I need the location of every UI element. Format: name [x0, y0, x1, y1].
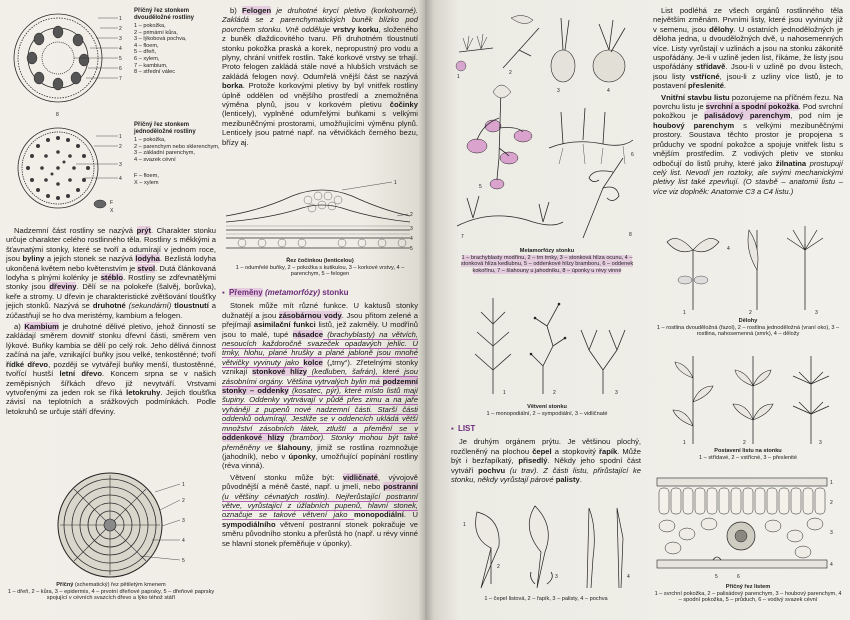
- text-run: Nadzemní část rostliny se nazývá: [14, 226, 137, 235]
- leaf-cross-section-caption: [653, 584, 843, 604]
- term-vrstvy-korku: vrstvy korku: [332, 24, 379, 34]
- svg-text:5: 5: [410, 246, 413, 252]
- svg-text:3: 3: [182, 518, 185, 524]
- dicot-legend-item: 5 – dřeň,: [134, 49, 157, 56]
- term-zasobarna-vody: zásobárnou vody: [278, 310, 342, 320]
- svg-text:4: 4: [727, 246, 730, 252]
- paragraph-kambium: [6, 322, 216, 416]
- leaf-intro-text: [451, 424, 641, 486]
- term-asimilacni-funkce: asimilační funkci: [253, 320, 316, 330]
- text-run: listů, jež zakrněly. U modřínů jsou to malé, tupé: [222, 320, 418, 339]
- term-zilnatina: žilnatina: [775, 158, 807, 168]
- term-postranni: postranní: [383, 482, 418, 492]
- text-run: a jejich stonek se nazývá: [44, 254, 136, 264]
- term-uponky: úponky: [288, 451, 316, 461]
- svg-text:1: 1: [683, 440, 686, 446]
- dicot-legend: [134, 8, 220, 76]
- svg-text:5: 5: [715, 574, 718, 580]
- monocot-legend-item: 2 – parenchym nebo sklerenchym,: [134, 143, 220, 150]
- term-palisty: palisty: [555, 475, 580, 485]
- term-ridke-drevo: řídké dřevo: [6, 359, 49, 369]
- caption-items: 1 – monopodiální, 2 – sympodiální, 3 – vidličnaté: [486, 410, 608, 417]
- dicot-legend-item: 6 – xylem,: [134, 55, 160, 62]
- stem-branching-figure: [463, 290, 633, 400]
- term-kambium: Kambium: [24, 322, 59, 332]
- paragraph-metamorphoses: [222, 301, 418, 470]
- paragraph-leaf-arrangement: [653, 6, 843, 91]
- svg-text:4: 4: [627, 574, 630, 580]
- caption-items: 1 – čepel listová, 2 – řapík, 3 – palisty, 4 – pochva: [484, 596, 608, 602]
- svg-text:3: 3: [555, 574, 558, 580]
- svg-text:2: 2: [497, 564, 500, 570]
- text-run: prostupují celý list. Nevodí jen roztoky, ale svými mechanickými pletivy list také zpevňují. (O stavbě – anatomii listu – více viz doplněk: Anatomie C3 a C4 listu.): [653, 158, 843, 196]
- left-column-2b-text: [222, 288, 418, 550]
- term-dreviny: dřeviny: [49, 282, 77, 292]
- caption-items: 1 – brachyblasty modřínu, 2 – trn trnky, 3 – stonková hlíza ocunu, 4 – stonková hlíza kedlubnu, 5 – oddenkové hlízy bramboru, 6 – oddenek kokořínu, 7 – šlahouny u jahodníku, 8 – úponky u révy vinné: [460, 254, 634, 274]
- text-run: („trny“). Zřetelnými stonky vznikají: [222, 357, 419, 377]
- svg-text:1: 1: [683, 310, 686, 316]
- section-heading-premeny: [222, 288, 418, 297]
- svg-text:3: 3: [615, 390, 618, 396]
- svg-text:7: 7: [119, 76, 122, 82]
- svg-text:4: 4: [119, 46, 122, 52]
- monocot-legend-title: Příčný řez stonkem jednoděložné rostliny: [134, 122, 196, 135]
- dicot-legend-title: Příčný řez stonkem dvouděložné rostliny: [134, 8, 195, 21]
- text-run: , pod ním je: [790, 111, 843, 121]
- text-run: (brambor). Stonky mohou být také přeměněny ve: [222, 433, 418, 452]
- text-run: , jimiž se rostlina rozmnožuje (jahodník), nebo v: [222, 442, 419, 461]
- text-run: . U ostatních jednoděložných je děloha jedna, u dvouděložných dvě, u nahosemenných více. Listy vyrůstají v uzlinách a jsou na stonku zákonitě uspořádány. Je-li v uzlině jeden list, říkáme, že listy jsou uspořádány: [653, 24, 843, 72]
- svg-text:2: 2: [119, 144, 122, 150]
- svg-text:4: 4: [182, 538, 185, 544]
- term-stvol: stvol: [137, 263, 156, 273]
- svg-text:8: 8: [629, 232, 632, 238]
- term-borka: borka: [222, 81, 243, 91]
- text-run: je druhotné krycí pletivo (korkotvorné). Zakládá se z parenchymatických buněk blízko pod povrchem stonku. Vně odděluje: [222, 6, 418, 34]
- monocot-legend-item: 4 – svazek cévní: [134, 156, 176, 163]
- dicot-stem-section-figure: [6, 6, 126, 122]
- dicot-legend-item: 4 – floem,: [134, 42, 159, 49]
- text-run: Větvení stonku může být:: [230, 472, 343, 482]
- term-letni-drevo: letní dřevo: [59, 369, 102, 379]
- svg-text:5: 5: [182, 558, 185, 564]
- term-kolce: kolce: [303, 357, 323, 367]
- text-run: (brachyblasty) na větvích, nesoucích každoročně svazeček opadavých jehlic. U trnky, hlohu, plané hrušky a plané jabloně jsou mnohé větvičky vyvinuty jako: [222, 329, 418, 367]
- trunk-figure-caption: [6, 582, 216, 602]
- svg-text:4: 4: [607, 88, 610, 94]
- term-cocinky: čočinky: [389, 100, 418, 110]
- term-vidlicnate: vidličnaté: [342, 472, 378, 482]
- stem-metamorphoses-figure: [453, 8, 639, 244]
- leaf-arrangement-caption: [653, 448, 843, 461]
- term-lodyha: lodyha: [135, 254, 160, 264]
- right-page: [425, 0, 850, 620]
- caption-text: (schematický) řez pětiletým kmenem: [73, 582, 166, 588]
- dicot-legend-item: 3 – lýkobová pochva,: [134, 36, 187, 43]
- term-oddenkove-hlizy: oddenkové hlízy: [222, 433, 285, 443]
- svg-text:1: 1: [463, 522, 466, 528]
- cotyledons-caption: [653, 318, 843, 338]
- dicot-legend-item: 7 – kambium,: [134, 62, 168, 69]
- svg-text:X: X: [110, 208, 114, 214]
- term-pokozka: svrchní a spodní pokožka: [705, 102, 799, 112]
- text-run: . Protože korkovými pletivy by byl vnitřek rostliny úplně oddělen od vnějšího prostředí a znemožněna výměna plynů, jsou v korkovém pletivu: [222, 81, 418, 110]
- svg-text:3: 3: [119, 162, 122, 168]
- caption-bold: Příčný: [56, 582, 74, 588]
- caption-items: 1 – odumřelé buňky, 2 – pokožka s kutikulou, 3 – korkové vrstvy, 4 – parenchym, 5 – felogen: [235, 264, 405, 278]
- text-run: List podléhá ze všech orgánů rostlinného těla největším změnám. Prvními listy, které jsou vyvinuty již v semenu, jsou: [653, 6, 843, 34]
- svg-text:F: F: [110, 200, 114, 206]
- paragraph-branching: [222, 473, 418, 548]
- dicot-legend-item: 2 – primární kůra,: [134, 29, 178, 36]
- term-vnitrni-stavba: Vnitřní stavbu listu: [661, 92, 730, 102]
- leaf-arrangement-figure: [653, 350, 843, 446]
- heading-part: stonku: [322, 288, 349, 297]
- text-run: . Charakter stonku určuje charakter celého rostlinného těla. Rostliny s měkkými a šťavnatými stonky, které se tvoří a odumírají v jednom roce, jsou: [6, 226, 216, 264]
- text-run: .: [579, 475, 582, 485]
- leaf-cross-section-figure: [653, 474, 843, 582]
- svg-text:5: 5: [119, 56, 122, 62]
- term-nasadce: násadce: [292, 329, 323, 339]
- text-run: . Pod svrchní pokožkou je: [653, 102, 843, 121]
- monocot-legend-item: 3 – základní parenchym,: [134, 150, 195, 157]
- heading-part: Přeměny: [228, 288, 263, 297]
- term-steblo: stéblo: [100, 273, 124, 283]
- svg-text:2: 2: [749, 310, 752, 316]
- text-run: , vývojově původnější a méně časté, např. u jmelí, nebo: [222, 472, 419, 492]
- term-druhotne: druhotné: [92, 301, 126, 311]
- term-tloustnuti: tloustnutí: [174, 301, 209, 311]
- text-run: (u trav). Z části listu, přirůstající ke stonku, někdy vyrůstají párové: [451, 465, 641, 485]
- term-rapik: řapík: [599, 446, 618, 456]
- text-run: a stopkovitý: [551, 446, 600, 456]
- text-run: , jsou-li z uzliny více listů, je to postavení: [653, 71, 843, 91]
- text-run: . Jsou-li v uzlině po dvou listech, jsou listy: [653, 62, 843, 81]
- section-heading-list: [451, 424, 641, 433]
- dicot-legend-item: 1 – pokožka,: [134, 23, 166, 29]
- paragraph-felogen: [222, 6, 418, 147]
- term-cepel: čepel: [532, 446, 552, 456]
- text-run: . Bezlistá lodyha ukončená květem nebo květenstvím je: [6, 254, 216, 273]
- svg-text:1: 1: [503, 390, 506, 396]
- caption-items: 1 – rostlina dvouděložná (fazol), 2 – rostlina jednoděložná (vraní oko), 3 – rostlina, nahosemenná (smrk), 4 – děložy: [656, 324, 840, 338]
- text-run: (u většiny cévnatých rostlin). Nejřerůstající postranní větve, vyrůstající z úžlabních pupenů, hlavní stonek, označuje se takové větvení jako: [222, 491, 418, 520]
- five-year-trunk-section-figure: [40, 470, 210, 580]
- svg-text:1: 1: [830, 480, 833, 486]
- text-run: Stonek může mít různé funkce. U kaktusů stonky dužnatějí a jsou: [222, 301, 418, 320]
- term-vstricne: vstřícné: [690, 71, 720, 81]
- text-run: Je druhým orgánem prýtu. Je většinou plochý, rozčleněný na plochou: [451, 437, 641, 456]
- term-oddenky: podzemní stonky – oddenky: [222, 376, 418, 396]
- svg-text:3: 3: [557, 88, 560, 94]
- dicot-legend-item: 8 – střední válec: [134, 69, 176, 76]
- svg-text:5: 5: [479, 184, 482, 190]
- text-run: , umožňující popínání rostliny (réva vinná).: [222, 451, 418, 471]
- svg-text:8: 8: [56, 112, 59, 118]
- caption-bold: Příčný řez listem: [725, 584, 771, 590]
- svg-text:2: 2: [119, 26, 122, 32]
- metamorphoses-caption: [451, 248, 643, 274]
- term-slahouny: šlahouny: [277, 442, 311, 452]
- svg-text:2: 2: [410, 212, 413, 218]
- paragraph-pryt: [6, 226, 216, 320]
- caption-items: 1 – svrchní pokožka, 2 – palisádový parenchym, 3 – houbový parenchym, 4 – spodní pokožka, 5 – průduch, 6 – vodivý svazek cévní: [654, 590, 842, 604]
- text-run: s velkými mezibuněčnými prostory. Soustava těchto prostor je propojena s průduchy ve spodní pokožce a spojuje vnitřek listu s vnějším prostředím. Z vodivých pletiv ve stonku odbočují do listů pruhy, které jako: [653, 120, 844, 168]
- text-run: . Jsou přitom zelené a přejímají: [222, 310, 418, 330]
- text-run: (kosatec, pýr), které místo listů mají šupiny. Oddenky vytrvávají v půdě přes zimu a na jaře vyhánějí z pupenů nové nadzemní části. Starší části oddenků odumírají. Jestliže se v oddencích ukládá větší množství zásobních látek, ztluští a přemění se v: [222, 386, 418, 433]
- caption-bold: Metamorfózy stonku: [519, 248, 575, 254]
- left-column-2-text: [222, 6, 418, 149]
- svg-text:3: 3: [815, 310, 818, 316]
- book-gutter-shadow: [418, 0, 434, 620]
- caption-bold: Postavení listu na stonku: [714, 448, 782, 454]
- paragraph-leaf-intro: [451, 437, 641, 484]
- term-houbovy: houbový parenchym: [653, 120, 735, 130]
- leaf-parts-caption: [451, 596, 641, 603]
- monocot-stem-section-figure: [6, 124, 126, 220]
- svg-text:7: 7: [461, 234, 464, 240]
- svg-text:2: 2: [830, 500, 833, 506]
- text-run: . Jejich tloušťka závisí na teplotních a srážkových podmínkách. Podle letokruhů se určuje stáří dřeviny.: [6, 387, 217, 416]
- term-palisadovy: palisádový parenchym: [704, 111, 791, 121]
- text-run: . Dělí se na polokeře (šalvěj, borůvka), keře a stromy. U dřevin je charakteristické zvětšování tloušťky jejich stonků. Nazývá se: [6, 282, 216, 311]
- cotyledons-figure: [653, 210, 843, 316]
- left-column-1-text: [6, 226, 216, 418]
- term-prisedly: přisedlý: [518, 456, 548, 466]
- text-run: b): [230, 6, 242, 15]
- right-column-text: [653, 6, 843, 198]
- text-run: . Někdy jeho spodní část vytváří: [451, 456, 641, 475]
- svg-text:2: 2: [182, 498, 185, 504]
- svg-text:6: 6: [737, 574, 740, 580]
- text-run: je druhotné dělivé pletivo, jehož činností se zakládají směrem dovnitř stonku dřevní části, směrem ven lýkové. Buňky kambia se dělí po celý rok. Jeho dělivá činnost začíná na jaře, vznikající buňky jsou velké, tenkostěnné; tvoří: [6, 322, 216, 360]
- term-stonkove-hlizy: stonkové hlízy: [252, 367, 308, 377]
- text-run: větvení postranní stonek pokračuje ve směru původního stonku a přerůstá ho (např. u révy vinné se hlavní stonek přeměňuje v úponky).: [222, 519, 418, 548]
- heading-part: (metamorfózy): [262, 288, 323, 297]
- text-run: . Dutá článkovaná lodyha s plnými kolénky je: [6, 263, 216, 283]
- lenticel-section-figure: [222, 176, 418, 256]
- term-delohy: dělohy: [709, 24, 734, 34]
- monocot-legend-item: 1 – pokožka,: [134, 137, 166, 143]
- text-run: , později se vytvářejí buňky menší, tlustostěnné, tvořící hustší: [6, 359, 216, 379]
- term-pochva: pochvu: [478, 465, 506, 475]
- svg-text:3: 3: [819, 440, 822, 446]
- svg-text:3: 3: [119, 36, 122, 42]
- text-run: . Může být i bezřapíkatý,: [451, 446, 641, 466]
- term-byliny: byliny: [22, 254, 45, 264]
- text-run: (kedluben, šafrán), které jsou zásobními orgány. Většina vytrvalých bylin má: [222, 367, 418, 386]
- caption-bold: Řez čočinkou (lenticelou): [286, 258, 354, 264]
- text-run: . Koncem srpna se v našich zeměpisných šířkách dřevo již nevytváří. Vrstvami vytvořenými za jeden rok se říká: [6, 369, 217, 397]
- svg-text:2: 2: [743, 440, 746, 446]
- text-run: , složeného z buněk dlaždicovitého tvaru. Při druhotném tloustnutí stonku pokožka praská a korek, nepropustný pro vodu a plyny, chrání vnitřek rostlin. Také korkové vrstvy se trhají. Proto felogen zakládá stále nové a hlubších vrstvách se zakládá felogen nový. Odumřelá vnější část se nazývá: [222, 24, 418, 81]
- text-run: . Rostliny se zdřevnatělými stonky jsou: [6, 273, 216, 292]
- text-run: pozorujeme na příčném řezu. Na povrchu listu je: [653, 92, 843, 112]
- text-run: .: [723, 81, 727, 91]
- svg-text:4: 4: [119, 176, 122, 182]
- fx-legend-item: X – xylem: [134, 179, 159, 186]
- text-run: a): [14, 322, 25, 332]
- svg-text:2: 2: [553, 390, 556, 396]
- caption-bold: Dělohy: [738, 318, 758, 324]
- text-run: a zúčastňují se ho dva meristémy, kambium a felogen.: [6, 301, 216, 320]
- svg-text:2: 2: [509, 70, 512, 76]
- svg-text:3: 3: [410, 226, 413, 232]
- leaf-parts-figure: [451, 498, 641, 594]
- svg-text:1: 1: [457, 74, 460, 80]
- caption-items: 1 – střídavé, 2 – vstřícné, 3 – přeslenité: [699, 454, 797, 461]
- svg-text:6: 6: [119, 66, 122, 72]
- text-run: (lenticely), vyplněné odumřelými buňkami s velkými mezibuněčnými prostorami, umožňujícími výměnu plynů. Lenticely jsou patrné např. na větvičkách černého bezu, břízy aj.: [222, 109, 418, 147]
- caption-bold: Větvení stonku: [527, 404, 567, 410]
- svg-text:1: 1: [119, 16, 122, 22]
- svg-text:4: 4: [410, 236, 413, 242]
- monocot-legend: [134, 122, 220, 187]
- svg-text:4: 4: [830, 562, 833, 568]
- svg-text:1: 1: [119, 134, 122, 140]
- caption-items: 1 – dřeň, 2 – kůra, 3 – epidermis, 4 – prvotní dřeňové paprsky, 5 – dřeňové paprsky spojující v cévních svazcích dřevo a lýko téhož stáří: [7, 588, 215, 602]
- svg-text:1: 1: [394, 180, 397, 186]
- heading-list: LIST: [457, 424, 476, 433]
- term-felogen: Felogen: [241, 6, 272, 15]
- svg-text:1: 1: [182, 482, 185, 488]
- term-stridave: střídavě: [696, 62, 726, 72]
- term-letokruhy: letokruhy: [126, 387, 161, 397]
- svg-text:3: 3: [830, 530, 833, 536]
- fx-legend-item: F – floem,: [134, 173, 159, 180]
- term-pryt: prýt: [136, 226, 151, 235]
- paragraph-leaf-anatomy: [653, 93, 843, 196]
- term-monopodialni: monopodiální: [354, 510, 404, 520]
- text-run: . U: [403, 510, 418, 520]
- term-sympodialni: sympodiálního: [222, 519, 276, 529]
- lenticel-figure-caption: [222, 258, 418, 278]
- svg-text:6: 6: [631, 152, 634, 158]
- term-preslenite: přeslenité: [688, 81, 724, 91]
- branching-caption: [451, 404, 643, 417]
- text-run: (sekundární): [125, 301, 175, 311]
